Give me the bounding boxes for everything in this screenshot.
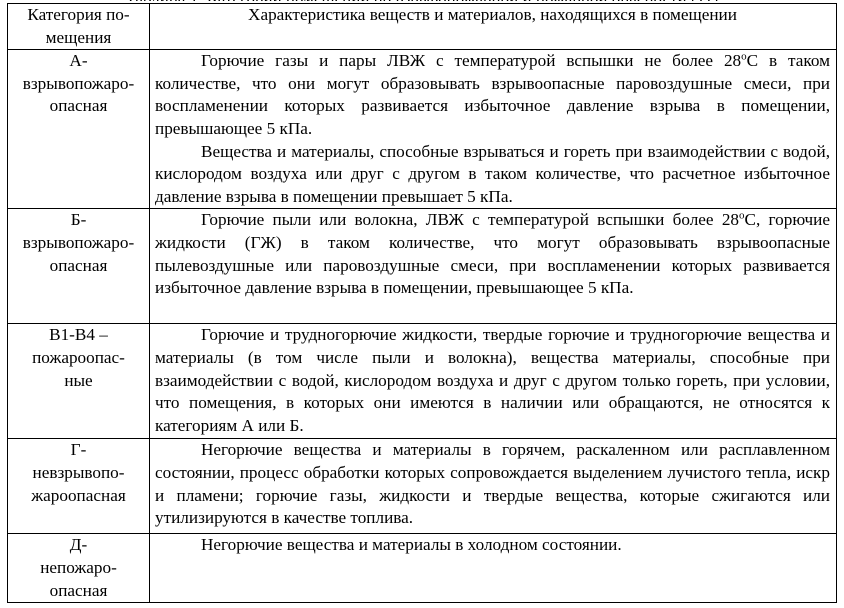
- description-cell: [150, 209, 837, 324]
- category-line: жароопасная: [31, 485, 126, 505]
- description-paragraph: [155, 50, 830, 140]
- category-line: невзрывопо-: [32, 462, 125, 482]
- table-row: [8, 50, 837, 209]
- description-paragraph: [155, 209, 830, 299]
- description-paragraph: [155, 439, 830, 529]
- description-paragraph: [155, 534, 830, 557]
- description-cell: [150, 324, 837, 439]
- category-line: взрывопожаро-: [22, 232, 135, 252]
- category-line: В1-В4 –: [49, 325, 108, 345]
- description-paragraph: [155, 141, 830, 209]
- table-row: [8, 209, 837, 324]
- category-cell: [8, 439, 150, 534]
- category-line: ные: [64, 370, 93, 390]
- category-line: пожароопас-: [32, 347, 125, 367]
- category-line: взрывопожаро-: [22, 73, 135, 93]
- header-category-cell: [8, 4, 150, 50]
- header-description-cell: [150, 4, 837, 50]
- category-line: опасная: [49, 580, 108, 600]
- header-description: Характеристика веществ и материалов, находящихся в помещении: [248, 5, 737, 24]
- description-cell: [150, 439, 837, 534]
- header-category-line: Категория по-: [27, 5, 130, 24]
- paragraph-text: С в таком количестве, что они могут образовывать взрывоопасные паровоздушные смеси, при воспламенении которых развивается избыточное давление взрыва в помещении, превышающее 5 кПа.: [155, 51, 830, 138]
- paragraph-text: Горючие газы и пары ЛВЖ с температурой вспышки не более 28: [201, 51, 742, 71]
- description-cell: [150, 50, 837, 209]
- description-cell: [150, 534, 837, 603]
- category-line: Д-: [69, 535, 88, 555]
- room-category-table: [7, 3, 837, 603]
- table-row: [8, 439, 837, 534]
- category-line: А-: [69, 51, 88, 71]
- caption-text: [126, 0, 719, 1]
- paragraph-text: Горючие пыли или волокна, ЛВЖ с температурой вспышки более 28: [201, 210, 740, 230]
- category-line: опасная: [49, 96, 108, 116]
- category-cell: [8, 534, 150, 603]
- category-cell: [8, 209, 150, 324]
- category-line: Г-: [70, 440, 87, 460]
- category-cell: [8, 324, 150, 439]
- category-line: Б-: [70, 210, 87, 230]
- category-cell: [8, 50, 150, 209]
- description-paragraph: [155, 324, 830, 437]
- degree-mark: о: [739, 209, 745, 222]
- degree-mark: о: [741, 50, 747, 63]
- table-row: [8, 534, 837, 603]
- paragraph-text: С, горючие жидкости (ГЖ) в таком количестве, что могут образовывать взрывоопасные пылевоздушные или паровоздушные смеси, при воспламенении которых развивается избыточное давление взрыва в помещении, превышающее 5 кПа.: [155, 210, 830, 298]
- header-category-line: мещения: [45, 27, 112, 47]
- category-line: непожаро-: [40, 557, 117, 577]
- paragraph-text: Вещества и материалы, способные взрываться и гореть при взаимодействии с водой, кислородом воздуха или друг с другом в таком количестве, что расчетное избыточное давление взрыва в помещении превышает 5 кПа.: [155, 141, 830, 206]
- table-header-row: [8, 4, 837, 50]
- clipped-table-caption: [0, 0, 844, 1]
- category-line: опасная: [49, 255, 108, 275]
- paragraph-text: Горючие и трудногорючие жидкости, твердые горючие и трудногорючие вещества и материалы (в том числе пыли и волокна), вещества материалы, способные при взаимодействии с водой, кислородом воздуха и друг с другом только гореть, при условии, что помещения, в которых они имеются в наличии или обращаются, не относятся к категориям А или Б.: [155, 325, 830, 435]
- table-row: [8, 324, 837, 439]
- paragraph-text: Негорючие вещества и материалы в горячем, раскаленном или расплавленном состоянии, процесс обработки которых сопровождается выделением лучистого тепла, искр и пламени; горючие газы, жидкости и твердые вещества, которые сжигаются или утилизируются в качестве топлива.: [155, 440, 830, 528]
- paragraph-text: Негорючие вещества и материалы в холодном состоянии.: [201, 535, 622, 555]
